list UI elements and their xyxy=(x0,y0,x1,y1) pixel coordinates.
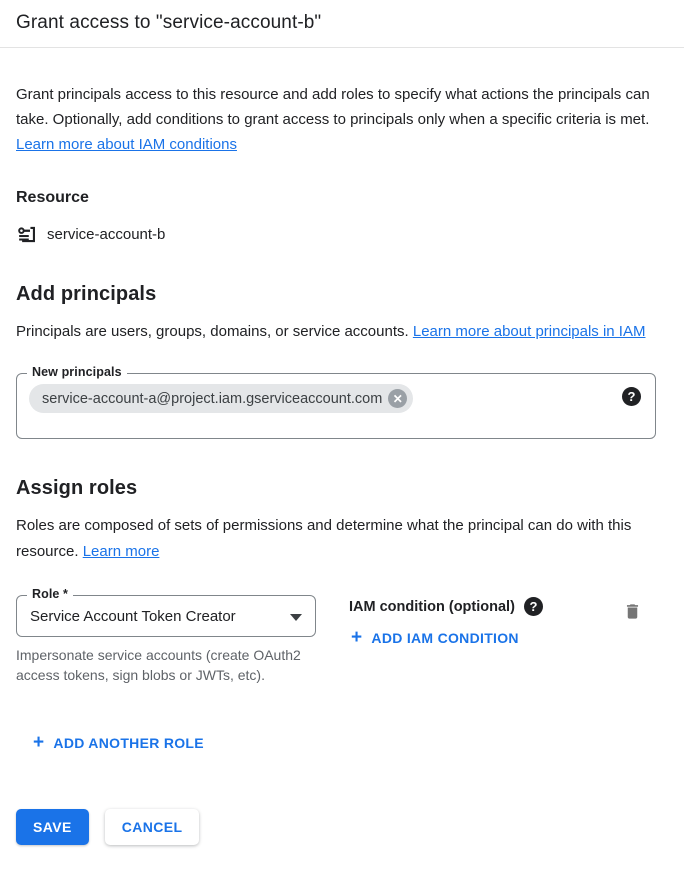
dialog-title: Grant access to "service-account-b" xyxy=(16,12,322,33)
service-account-icon xyxy=(16,224,37,245)
resource-name: service-account-b xyxy=(47,226,166,243)
delete-role-column xyxy=(623,595,656,626)
iam-condition-label-row xyxy=(349,597,623,616)
plus-icon: + xyxy=(351,627,363,648)
principals-learn-more-link[interactable]: Learn more about principals in IAM xyxy=(412,323,646,340)
cancel-button[interactable]: CANCEL xyxy=(105,809,200,845)
assign-roles-description xyxy=(16,513,656,565)
dialog-content xyxy=(0,82,684,845)
role-row xyxy=(16,587,656,685)
role-select[interactable] xyxy=(16,587,316,637)
iam-condition-label: IAM condition (optional) xyxy=(349,598,515,615)
new-principals-field[interactable] xyxy=(16,365,656,439)
intro-paragraph xyxy=(16,82,656,157)
help-icon[interactable]: ? xyxy=(622,387,641,406)
add-principals-description xyxy=(16,319,656,345)
save-button[interactable]: SAVE xyxy=(16,809,89,845)
role-select-label: Role * xyxy=(27,587,73,601)
iam-condition-column xyxy=(349,595,623,647)
principal-chip xyxy=(29,384,413,413)
add-iam-condition-button[interactable] xyxy=(351,628,519,647)
roles-learn-more-link[interactable]: Learn more xyxy=(82,543,160,560)
delete-role-button[interactable] xyxy=(623,601,642,625)
new-principals-label: New principals xyxy=(27,365,127,379)
iam-conditions-link[interactable]: Learn more about IAM conditions xyxy=(16,136,237,153)
dialog-title-bar xyxy=(0,0,684,47)
trash-icon xyxy=(623,601,642,622)
add-principals-heading: Add principals xyxy=(16,283,157,305)
assign-roles-text: Roles are composed of sets of permissions and determine what the principal can do with this resource. xyxy=(16,517,632,560)
add-another-role-label: ADD ANOTHER ROLE xyxy=(53,734,204,751)
chevron-down-icon xyxy=(290,614,302,621)
plus-icon: + xyxy=(33,732,45,753)
add-another-role-button[interactable] xyxy=(33,733,204,752)
resource-row xyxy=(16,224,656,245)
principal-chip-text: service-account-a@project.iam.gserviceaccount.com xyxy=(42,390,383,407)
add-principals-text: Principals are users, groups, domains, or service accounts. xyxy=(16,323,409,340)
role-description: Impersonate service accounts (create OAuth2 access tokens, sign blobs or JWTs, etc). xyxy=(16,647,301,683)
close-icon[interactable]: ✕ xyxy=(388,389,407,408)
role-select-value: Service Account Token Creator xyxy=(30,607,236,625)
title-divider xyxy=(0,47,684,48)
dialog-actions xyxy=(16,809,656,845)
add-iam-condition-label: ADD IAM CONDITION xyxy=(371,629,519,646)
help-icon[interactable]: ? xyxy=(524,597,543,616)
resource-heading: Resource xyxy=(16,189,89,206)
assign-roles-heading: Assign roles xyxy=(16,477,138,499)
intro-text: Grant principals access to this resource and add roles to specify what actions the principals can take. Optionally, add conditions to grant access to principals only when a specific criteria is met. xyxy=(16,86,650,128)
role-column xyxy=(16,587,316,685)
